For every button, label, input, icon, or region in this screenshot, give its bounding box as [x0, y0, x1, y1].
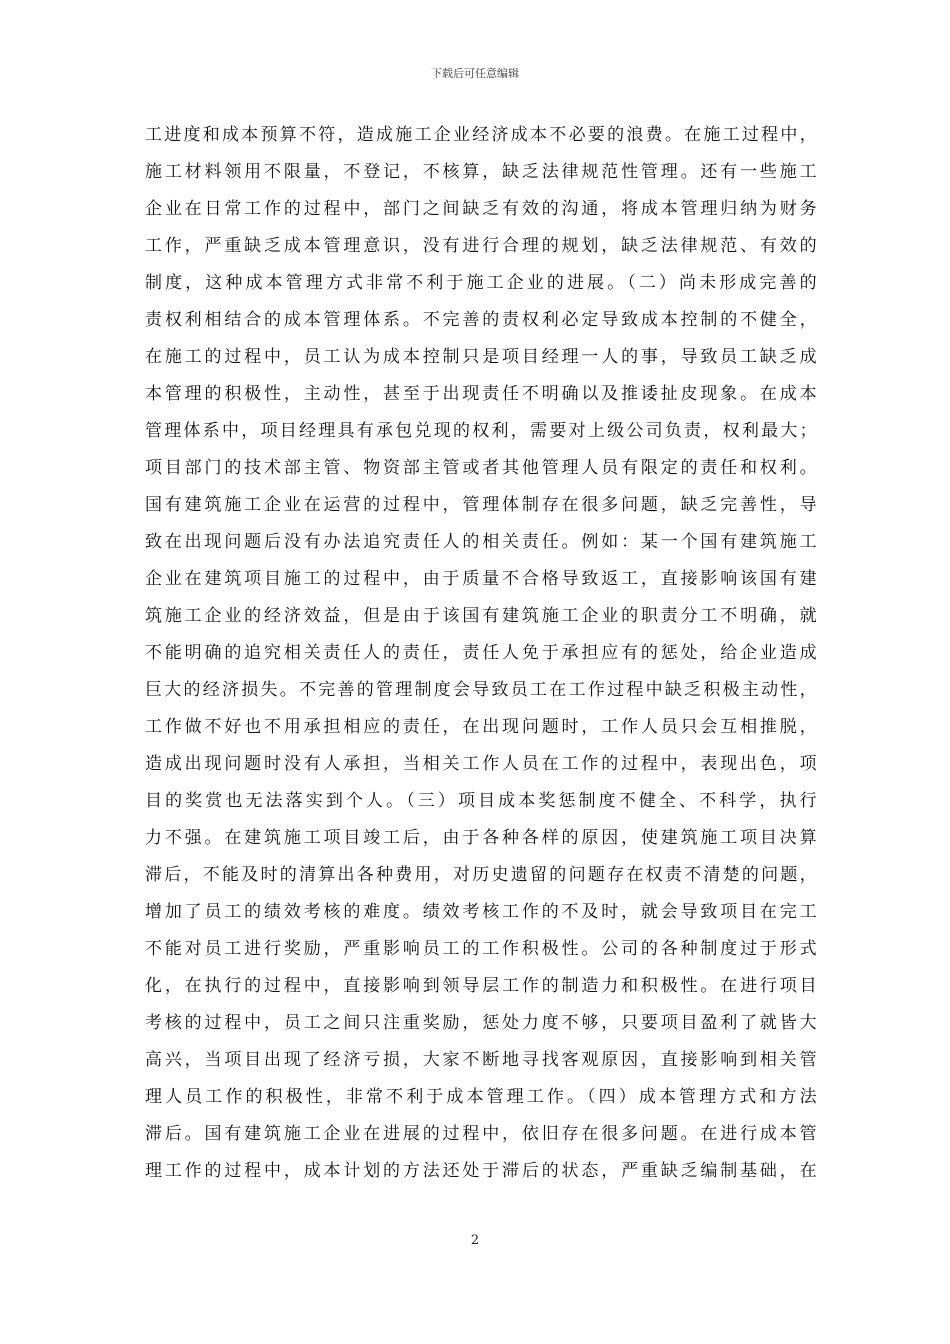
text-line: 力不强。在建筑施工项目竣工后，由于各种各样的原因，使建筑施工项目决算 [145, 828, 817, 848]
text-line: 造成出现问题时没有人承担，当相关工作人员在工作的过程中，表现出色，项 [145, 754, 817, 774]
page-number: 2 [470, 1233, 480, 1248]
text-line: 高兴，当项目出现了经济亏损，大家不断地寻找客观原因，直接影响到相关管 [145, 1050, 817, 1070]
text-line: 工作，严重缺乏成本管理意识，没有进行合理的规划，缺乏法律规范、有效的 [145, 236, 817, 256]
text-line: 国有建筑施工企业在运营的过程中，管理体制存在很多问题，缺乏完善性，导 [145, 495, 817, 515]
text-line: 致在出现问题后没有办法追究责任人的相关责任。例如：某一个国有建筑施工 [145, 532, 817, 552]
text-line: 在施工的过程中，员工认为成本控制只是项目经理一人的事，导致员工缺乏成 [145, 347, 817, 367]
text-line: 理工作的过程中，成本计划的方法还处于滞后的状态，严重缺乏编制基础，在 [145, 1161, 817, 1181]
text-line: 责权利相结合的成本管理体系。不完善的责权利必定导致成本控制的不健全， [145, 310, 817, 330]
text-line: 筑施工企业的经济效益，但是由于该国有建筑施工企业的职责分工不明确，就 [145, 606, 817, 626]
text-line: 理人员工作的积极性，非常不利于成本管理工作。（四）成本管理方式和方法 [145, 1087, 817, 1107]
text-line: 滞后。国有建筑施工企业在进展的过程中，依旧存在很多问题。在进行成本管 [145, 1124, 817, 1144]
text-line: 本管理的积极性，主动性，甚至于出现责任不明确以及推诿扯皮现象。在成本 [145, 384, 817, 404]
text-line: 不能对员工进行奖励，严重影响员工的工作积极性。公司的各种制度过于形式 [145, 939, 817, 959]
text-line: 考核的过程中，员工之间只注重奖励，惩处力度不够，只要项目盈利了就皆大 [145, 1013, 817, 1033]
text-line: 工作做不好也不用承担相应的责任，在出现问题时，工作人员只会互相推脱， [145, 717, 817, 737]
text-line: 管理体系中，项目经理具有承包兑现的权利，需要对上级公司负责，权利最大； [145, 421, 817, 441]
text-line: 企业在建筑项目施工的过程中，由于质量不合格导致返工，直接影响该国有建 [145, 569, 817, 589]
text-line: 项目部门的技术部主管、物资部主管或者其他管理人员有限定的责任和权利。 [145, 458, 817, 478]
text-line: 增加了员工的绩效考核的难度。绩效考核工作的不及时，就会导致项目在完工 [145, 902, 817, 922]
text-line: 工进度和成本预算不符，造成施工企业经济成本不必要的浪费。在施工过程中， [145, 125, 817, 145]
text-line: 目的奖赏也无法落实到个人。（三）项目成本奖惩制度不健全、不科学，执行 [145, 791, 817, 811]
text-line: 滞后，不能及时的清算出各种费用，对历史遗留的问题存在权责不清楚的问题， [145, 865, 817, 885]
body-text [145, 117, 817, 1190]
text-line: 制度，这种成本管理方式非常不利于施工企业的进展。（二）尚未形成完善的 [145, 273, 817, 293]
text-line: 施工材料领用不限量，不登记，不核算，缺乏法律规范性管理。还有一些施工 [145, 162, 817, 182]
page-header: 下载后可任意编辑 [431, 67, 519, 80]
text-line: 不能明确的追究相关责任人的责任，责任人免于承担应有的惩处，给企业造成 [145, 643, 817, 663]
text-line: 化，在执行的过程中，直接影响到领导层工作的制造力和积极性。在进行项目 [145, 976, 817, 996]
text-line: 巨大的经济损失。不完善的管理制度会导致员工在工作过程中缺乏积极主动性， [145, 680, 817, 700]
text-line: 企业在日常工作的过程中，部门之间缺乏有效的沟通，将成本管理归纳为财务 [145, 199, 817, 219]
